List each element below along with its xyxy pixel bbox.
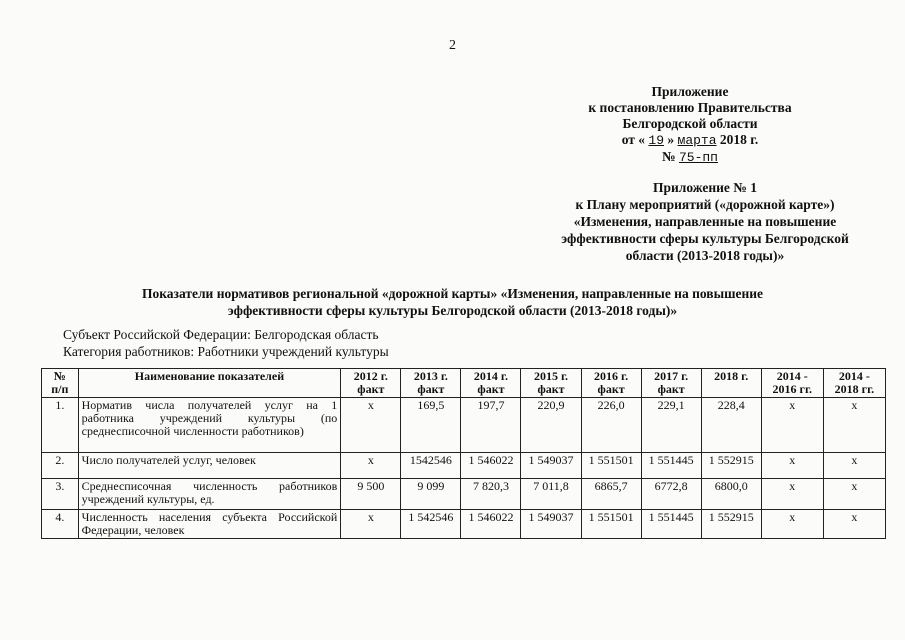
header-2013: 2013 г. факт (401, 369, 461, 398)
table-row (42, 398, 886, 453)
cell-2016: 1 551501 (581, 453, 641, 479)
cell-2014: 1 546022 (461, 453, 521, 479)
title-line: Показатели нормативов региональной «дорожной карты» «Изменения, направленные на повышение (141, 286, 764, 301)
appendix-date (470, 132, 905, 149)
row-num: 3. (42, 479, 79, 510)
number-prefix: № (662, 149, 676, 164)
row-name: Норматив числа получателей услуг на 1 работника учреждений культуры (по среднесписочной численности работников) (78, 398, 341, 453)
header-2016: 2016 г. факт (581, 369, 641, 398)
cell-2016: 226,0 (581, 398, 641, 453)
header-2014: 2014 г. факт (461, 369, 521, 398)
cell-2018: 6800,0 (701, 479, 761, 510)
cell-2012: 9 500 (341, 479, 401, 510)
cell-2012: х (341, 398, 401, 453)
appendix-title: Приложение (651, 84, 729, 99)
appendix-line-2: к постановлению Правительства (588, 100, 792, 115)
cell-2016: 1 551501 (581, 510, 641, 539)
category-text: Категория работников: Работники учреждений культуры (63, 344, 389, 359)
cell-2013: 1542546 (401, 453, 461, 479)
cell-2013: 9 099 (401, 479, 461, 510)
row-name: Численность населения субъекта Российской Федерации, человек (78, 510, 341, 539)
cell-2014-2018: х (823, 510, 885, 539)
cell-2014-2016: х (761, 453, 823, 479)
plan-line: к Плану мероприятий («дорожной карте») (575, 197, 835, 212)
plan-line: Приложение № 1 (653, 180, 757, 195)
number-value: 75-пп (678, 150, 718, 165)
cell-2014-2016: х (761, 398, 823, 453)
date-sep: » (667, 132, 675, 147)
cell-2015: 220,9 (521, 398, 581, 453)
cell-2014-2016: х (761, 479, 823, 510)
plan-line: области (2013-2018 годы)» (625, 248, 785, 263)
cell-2017: 1 551445 (641, 453, 701, 479)
appendix-header (470, 84, 905, 166)
cell-2018: 228,4 (701, 398, 761, 453)
plan-appendix (520, 179, 890, 264)
cell-2013: 1 542546 (401, 510, 461, 539)
row-name: Среднесписочная численность работников учреждений культуры, ед. (78, 479, 341, 510)
cell-2014-2018: х (823, 479, 885, 510)
table-row (42, 479, 886, 510)
cell-2014: 7 820,3 (461, 479, 521, 510)
header-2017: 2017 г. факт (641, 369, 701, 398)
cell-2014-2018: х (823, 453, 885, 479)
row-num: 4. (42, 510, 79, 539)
table-header-row (42, 369, 886, 398)
cell-2015: 1 549037 (521, 510, 581, 539)
plan-line: эффективности сферы культуры Белгородской (561, 231, 849, 246)
cell-2014: 1 546022 (461, 510, 521, 539)
header-2014-2018: 2014 - 2018 гг. (823, 369, 885, 398)
appendix-number (470, 149, 905, 166)
subject-info (63, 326, 389, 360)
date-month: марта (677, 133, 717, 148)
page-number: 2 (449, 38, 456, 53)
document-title (0, 285, 905, 319)
cell-2018: 1 552915 (701, 453, 761, 479)
header-num: № п/п (42, 369, 79, 398)
title-line: эффективности сферы культуры Белгородской области (2013-2018 годы)» (227, 303, 678, 318)
cell-2014-2018: х (823, 398, 885, 453)
cell-2014: 197,7 (461, 398, 521, 453)
date-day: 19 (648, 133, 665, 148)
header-2018: 2018 г. (701, 369, 761, 398)
cell-2018: 1 552915 (701, 510, 761, 539)
header-2014-2016: 2014 - 2016 гг. (761, 369, 823, 398)
header-name: Наименование показателей (78, 369, 341, 398)
row-num: 2. (42, 453, 79, 479)
row-num: 1. (42, 398, 79, 453)
appendix-line-3: Белгородской области (622, 116, 758, 131)
cell-2015: 7 011,8 (521, 479, 581, 510)
cell-2012: х (341, 453, 401, 479)
cell-2017: 229,1 (641, 398, 701, 453)
date-prefix: от « (621, 132, 646, 147)
cell-2016: 6865,7 (581, 479, 641, 510)
indicators-table (41, 368, 886, 539)
date-year: 2018 г. (719, 132, 759, 147)
cell-2012: х (341, 510, 401, 539)
plan-line: «Изменения, направленные на повышение (573, 214, 837, 229)
table-row (42, 453, 886, 479)
subject-text: Субъект Российской Федерации: Белгородская область (63, 327, 379, 342)
cell-2014-2016: х (761, 510, 823, 539)
header-2012: 2012 г. факт (341, 369, 401, 398)
cell-2017: 6772,8 (641, 479, 701, 510)
row-name: Число получателей услуг, человек (78, 453, 341, 479)
cell-2015: 1 549037 (521, 453, 581, 479)
table-row (42, 510, 886, 539)
cell-2013: 169,5 (401, 398, 461, 453)
cell-2017: 1 551445 (641, 510, 701, 539)
header-2015: 2015 г. факт (521, 369, 581, 398)
